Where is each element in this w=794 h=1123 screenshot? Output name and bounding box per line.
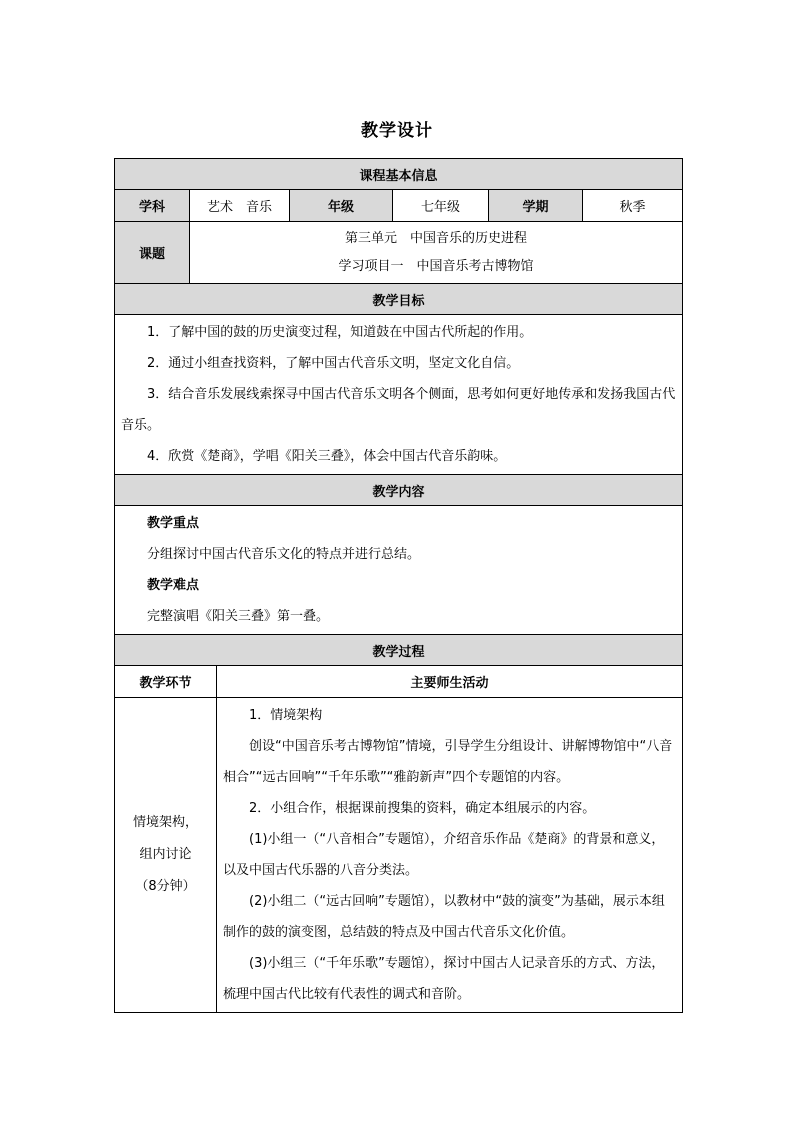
topic-value [190, 222, 683, 284]
stage-line: （8分钟） [135, 879, 196, 894]
subject-label: 学科 [115, 190, 190, 222]
basic-info-header: 课程基本信息 [115, 159, 683, 190]
document-title: 教学设计 [361, 121, 433, 141]
grade-label: 年级 [290, 190, 393, 222]
difficulty-text: 完整演唱《阳关三叠》第一叠。 [147, 609, 330, 624]
activity-item: 2．小组合作，根据课前搜集的资料，确定本组展示的内容。 [249, 801, 596, 816]
objective-item: 2．通过小组查找资料，了解中国古代音乐文明，坚定文化自信。 [147, 356, 520, 371]
activity-item: (1)小组一（“八音相合”专题馆），介绍音乐作品《楚商》的背景和意义，以及中国古代乐器的八音分类法。 [223, 832, 665, 878]
objective-item: 1．了解中国的鼓的历史演变过程，知道鼓在中国古代所起的作用。 [147, 325, 533, 340]
lesson-plan-table [114, 158, 683, 1013]
activity-item: (2)小组二（“远古回响”专题馆），以教材中“鼓的演变”为基础，展示本组制作的鼓的演变图，总结鼓的特点及中国古代音乐文化价值。 [223, 894, 665, 940]
key-point-label: 教学重点 [147, 516, 200, 531]
objective-item: 4．欣赏《楚商》，学唱《阳关三叠》，体会中国古代音乐韵味。 [147, 449, 507, 464]
content-header: 教学内容 [115, 475, 683, 506]
objective-item: 3．结合音乐发展线索探寻中国古代音乐文明各个侧面，思考如何更好地传承和发扬我国古代音乐。 [121, 387, 676, 433]
grade-value: 七年级 [393, 190, 489, 222]
objectives-header: 教学目标 [115, 284, 683, 315]
topic-project: 学习项目一 中国音乐考古博物馆 [338, 258, 534, 274]
difficulty-label: 教学难点 [147, 578, 200, 593]
term-label: 学期 [489, 190, 583, 222]
activity-item: 创设“中国音乐考古博物馆”情境，引导学生分组设计、讲解博物馆中“八音相合”“远古回响”“千年乐歌”“雅韵新声”四个专题馆的内容。 [223, 739, 673, 785]
term-value: 秋季 [583, 190, 683, 222]
subject-value: 艺术 音乐 [190, 190, 290, 222]
key-point-text: 分组探讨中国古代音乐文化的特点并进行总结。 [147, 547, 421, 562]
topic-label: 课题 [115, 222, 190, 284]
objectives-list [115, 315, 683, 475]
stage-column-header: 教学环节 [115, 666, 217, 698]
activity-item: 1．情境架构 [249, 708, 323, 723]
stage-cell [115, 698, 217, 1013]
topic-unit: 第三单元 中国音乐的历史进程 [345, 230, 528, 246]
stage-line: 情境架构， [132, 815, 198, 830]
activity-item: (3)小组三（“千年乐歌”专题馆），探讨中国古人记录音乐的方式、方法，梳理中国古代比较有代表性的调式和音阶。 [223, 956, 665, 1002]
stage-line: 组内讨论 [139, 847, 192, 862]
process-header: 教学过程 [115, 635, 683, 666]
activity-cell [217, 698, 683, 1013]
content-body [115, 506, 683, 635]
activity-column-header: 主要师生活动 [217, 666, 683, 698]
